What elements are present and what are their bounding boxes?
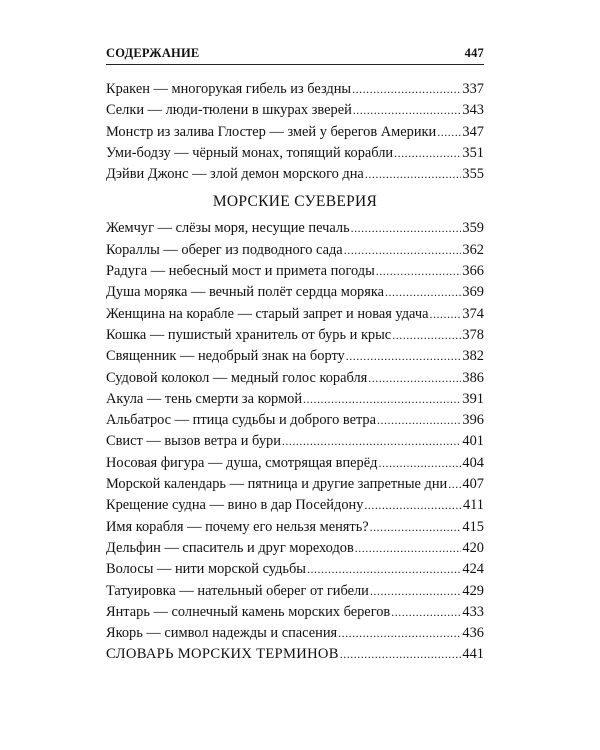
toc-entry-page: 374 (462, 305, 484, 322)
toc-leader-dots (340, 644, 462, 665)
toc-entry-page: 420 (462, 539, 484, 556)
toc-entry[interactable] (106, 410, 484, 431)
toc-group-2 (106, 218, 484, 644)
toc-entry-title: Душа моряка — вечный полёт сердца моряка (106, 284, 384, 301)
toc-entry[interactable] (106, 143, 484, 164)
toc-entry-title: СЛОВАРЬ МОРСКИХ ТЕРМИНОВ (106, 646, 339, 663)
section-heading: МОРСКИЕ СУЕВЕРИЯ (212, 193, 378, 211)
toc-leader-dots (303, 389, 461, 410)
toc-entry-page: 391 (462, 390, 484, 407)
toc-leader-dots (344, 240, 462, 261)
toc-entry-title: Свист — вызов ветра и бури (106, 433, 281, 450)
toc-entry-page: 386 (462, 369, 484, 386)
toc-entry-page: 351 (462, 144, 484, 161)
toc-entry-title: Кошка — пушистый хранитель от бурь и крыс (106, 326, 392, 343)
toc-entry[interactable] (106, 261, 484, 282)
toc-entry[interactable] (106, 474, 484, 495)
toc-leader-dots (364, 495, 462, 516)
toc-entry-page: 429 (462, 582, 484, 599)
toc-entry[interactable] (106, 304, 484, 325)
toc-page (106, 46, 484, 666)
toc-entry-title: Имя корабля — почему его нельзя менять? (106, 518, 369, 535)
toc-entry-page: 424 (462, 561, 484, 578)
toc-entry-page: 347 (462, 123, 484, 140)
toc-entry[interactable] (106, 240, 484, 261)
toc-entry[interactable] (106, 581, 484, 602)
toc-entry-page: 415 (462, 518, 484, 535)
toc-entry-page: 401 (462, 433, 484, 450)
toc-leader-dots (392, 325, 461, 346)
toc-entry-glossary[interactable] (106, 644, 484, 665)
toc-leader-dots (355, 538, 462, 559)
toc-entry-title: Монстр из залива Глостер — змей у берегов Америки (106, 123, 437, 140)
toc-entry-title: Дэйви Джонс — злой демон морского дна (106, 166, 364, 183)
toc-entry[interactable] (106, 122, 484, 143)
toc-entry-title: Альбатрос — птица судьбы и доброго ветра (106, 412, 377, 429)
toc-leader-dots (370, 581, 462, 602)
toc-entry[interactable] (106, 538, 484, 559)
toc-entry[interactable] (106, 602, 484, 623)
toc-entry-title: Судовой колокол — медный голос корабля (106, 369, 368, 386)
running-header-page-number: 447 (464, 46, 484, 60)
toc-entry-title: Священник — недобрый знак на борту (106, 348, 345, 365)
toc-entry[interactable] (106, 164, 484, 185)
toc-entry-page: 369 (462, 284, 484, 301)
toc-entry-title: Кораллы — оберег из подводного сада (106, 241, 343, 258)
toc-entry-title: Якорь — символ надежды и спасения (106, 625, 338, 642)
toc-leader-dots (365, 164, 462, 185)
toc-leader-dots (376, 261, 462, 282)
toc-entry-page: 337 (462, 81, 484, 97)
toc-leader-dots (338, 623, 461, 644)
toc-entry-page: 441 (462, 646, 484, 663)
toc-entry-title: Крещение судна — вино в дар Посейдону (106, 497, 364, 514)
toc-group-1 (106, 79, 484, 185)
toc-entry[interactable] (106, 389, 484, 410)
toc-leader-dots (307, 559, 461, 580)
toc-entry-page: 407 (462, 476, 484, 493)
toc-entry[interactable] (106, 453, 484, 474)
toc-entry[interactable] (106, 431, 484, 452)
toc-entry-title: Волосы — нити морской судьбы (106, 561, 306, 578)
toc-entry-title: Радуга — небесный мост и примета погоды (106, 263, 375, 280)
toc-entry[interactable] (106, 495, 484, 516)
toc-entry-page: 433 (462, 603, 484, 620)
toc-leader-dots (391, 602, 461, 623)
toc-leader-dots (282, 431, 461, 452)
toc-entry-page: 343 (462, 102, 484, 119)
toc-entry[interactable] (106, 79, 484, 100)
toc-entry[interactable] (106, 346, 484, 367)
toc-entry-page: 366 (462, 263, 484, 280)
toc-entry-title: Янтарь — солнечный камень морских берегов (106, 603, 391, 620)
toc-entry[interactable] (106, 282, 484, 303)
toc-entry-page: 378 (462, 326, 484, 343)
toc-entry-page: 359 (462, 220, 484, 237)
toc-leader-dots (394, 143, 461, 164)
toc-entry-title: Носовая фигура — душа, смотрящая вперёд (106, 454, 378, 471)
toc-entry-title: Татуировка — нательный оберег от гибели (106, 582, 369, 599)
toc-entry-title: Жемчуг — слёзы моря, несущие печаль (106, 220, 350, 237)
toc-entry[interactable] (106, 325, 484, 346)
toc-entry-title: Акула — тень смерти за кормой (106, 390, 303, 407)
toc-entry-page: 411 (462, 497, 484, 514)
toc-entry-title: Кракен — многорукая гибель из бездны (106, 81, 352, 97)
toc-entry-page: 436 (462, 625, 484, 642)
toc-leader-dots (352, 79, 461, 100)
toc-entry-page: 404 (462, 454, 484, 471)
toc-leader-dots (377, 410, 461, 431)
toc-leader-dots (351, 218, 462, 239)
toc-entry-page: 396 (462, 412, 484, 429)
toc-leader-dots (378, 453, 461, 474)
toc-entry-page: 362 (462, 241, 484, 258)
toc-entry[interactable] (106, 559, 484, 580)
toc-entry[interactable] (106, 623, 484, 644)
toc-leader-dots (353, 100, 462, 121)
toc-leader-dots (385, 282, 461, 303)
toc-leader-dots (437, 122, 461, 143)
toc-entry-page: 382 (462, 348, 484, 365)
toc-entry-title: Морской календарь — пятница и другие запретные дни (106, 476, 448, 493)
toc-leader-dots (429, 304, 461, 325)
toc-entry-page: 355 (462, 166, 484, 183)
toc-entry-title: Дельфин — спаситель и друг мореходов (106, 539, 354, 556)
toc-entry[interactable] (106, 517, 484, 538)
toc-entry[interactable] (106, 368, 484, 389)
toc-entry-title: Уми-бодзу — чёрный монах, топящий корабли (106, 144, 394, 161)
toc-entry-title: Селки — люди-тюлени в шкурах зверей (106, 102, 352, 119)
toc-entry[interactable] (106, 100, 484, 121)
toc-entry[interactable] (106, 218, 484, 239)
toc-leader-dots (370, 517, 462, 538)
running-header-title: СОДЕРЖАНИЕ (106, 46, 200, 60)
toc-leader-dots (448, 474, 461, 495)
toc-leader-dots (368, 368, 461, 389)
running-header (106, 46, 484, 65)
toc-entry-title: Женщина на корабле — старый запрет и новая удача (106, 305, 429, 322)
toc-leader-dots (346, 346, 462, 367)
